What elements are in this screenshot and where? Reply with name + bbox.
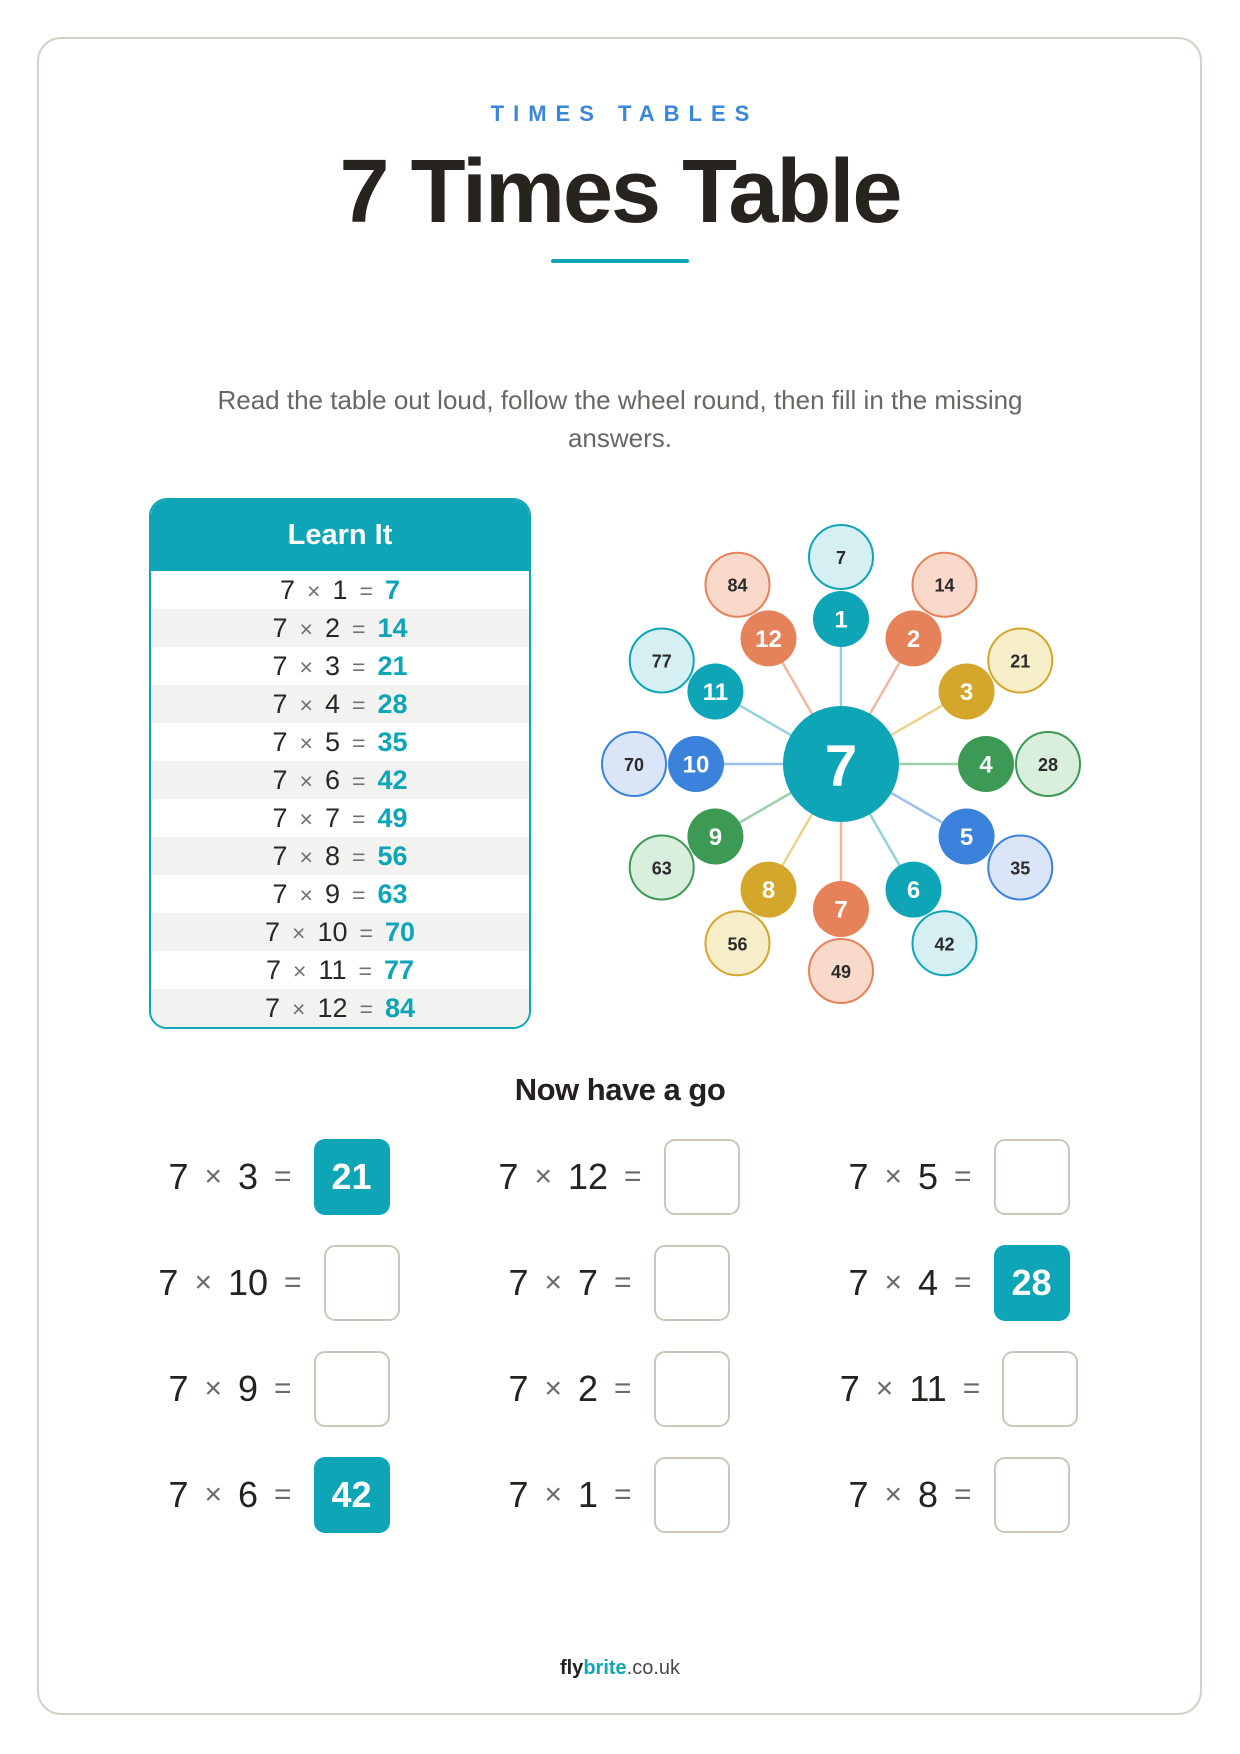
multiplier-label: 2 xyxy=(906,625,921,653)
multiplier: 3 xyxy=(324,651,340,681)
equals-sign: = xyxy=(962,1372,981,1405)
times-sign: × xyxy=(299,882,313,908)
multiplicand: 7 xyxy=(272,841,288,871)
multiplier: 2 xyxy=(324,613,340,643)
answer-box-empty[interactable] xyxy=(654,1245,730,1321)
practice-problem xyxy=(789,1336,1129,1442)
times-sign: × xyxy=(299,730,313,756)
times-sign: × xyxy=(299,616,313,642)
multiplicand: 7 xyxy=(266,955,282,985)
times-sign: × xyxy=(293,958,307,984)
equals-sign: = xyxy=(359,920,373,946)
multiplier: 3 xyxy=(238,1156,259,1197)
multiplier: 9 xyxy=(238,1368,259,1409)
product: 84 xyxy=(384,993,415,1023)
times-sign: × xyxy=(534,1160,552,1193)
answer-box-filled: 21 xyxy=(314,1139,390,1215)
equals-sign: = xyxy=(624,1160,642,1193)
multiplier: 10 xyxy=(227,1262,269,1303)
times-sign: × xyxy=(884,1160,902,1193)
times-sign: × xyxy=(884,1266,902,1299)
learn-row xyxy=(151,799,529,837)
multiplicand: 7 xyxy=(498,1156,519,1197)
multiplier: 1 xyxy=(578,1474,599,1515)
practice-problem xyxy=(449,1336,789,1442)
times-sign: × xyxy=(299,654,313,680)
multiplicand: 7 xyxy=(272,651,288,681)
product: 56 xyxy=(377,841,408,871)
answer-box-empty[interactable] xyxy=(654,1351,730,1427)
practice-heading: Now have a go xyxy=(514,1072,726,1107)
learn-it-table xyxy=(149,498,531,1029)
multiplier: 7 xyxy=(578,1262,599,1303)
multiplier-label: 11 xyxy=(702,679,729,706)
multiplier: 5 xyxy=(918,1156,939,1197)
answer-box-empty[interactable] xyxy=(994,1139,1070,1215)
brand-domain: .co.uk xyxy=(626,1657,681,1679)
multiplicand: 7 xyxy=(848,1262,869,1303)
multiplicand: 7 xyxy=(272,803,288,833)
practice-grid xyxy=(109,1124,1129,1548)
wheel-center xyxy=(783,706,899,822)
multiplicand: 7 xyxy=(168,1368,189,1409)
multiplier-label: 8 xyxy=(761,877,776,905)
title-underline xyxy=(551,259,689,263)
practice-problem xyxy=(449,1230,789,1336)
equals-sign: = xyxy=(352,806,366,832)
multiplier-label: 4 xyxy=(979,751,993,779)
multiplicand: 7 xyxy=(839,1368,860,1409)
multiplicand: 7 xyxy=(508,1262,529,1303)
learn-row xyxy=(151,647,529,685)
product-label: 84 xyxy=(727,575,748,596)
times-sign: × xyxy=(544,1478,562,1511)
multiplier: 11 xyxy=(318,955,347,985)
answer-box-filled: 28 xyxy=(994,1245,1070,1321)
times-wheel xyxy=(590,513,1092,1015)
multiplier-label: 3 xyxy=(959,679,974,706)
learn-row xyxy=(151,685,529,723)
product: 70 xyxy=(384,917,415,947)
multiplier: 4 xyxy=(324,689,340,719)
product: 7 xyxy=(384,575,400,605)
equals-sign: = xyxy=(614,1478,632,1511)
times-sign: × xyxy=(194,1266,212,1299)
times-sign: × xyxy=(204,1160,222,1193)
product-label: 56 xyxy=(727,934,748,955)
product-label: 42 xyxy=(934,934,955,955)
equals-sign: = xyxy=(954,1266,972,1299)
product-label: 77 xyxy=(651,651,672,672)
times-sign: × xyxy=(299,806,313,832)
equals-sign: = xyxy=(352,692,366,718)
eyebrow-label: TIMES TABLES xyxy=(490,101,759,126)
multiplier-label: 10 xyxy=(682,751,710,779)
practice-problem xyxy=(109,1442,449,1548)
answer-box-empty[interactable] xyxy=(314,1351,390,1427)
multiplier: 7 xyxy=(324,803,340,833)
learn-row xyxy=(151,875,529,913)
times-sign: × xyxy=(299,768,313,794)
learn-row xyxy=(151,571,529,609)
product-label: 49 xyxy=(830,962,852,982)
learn-rows xyxy=(151,571,529,1027)
times-sign: × xyxy=(875,1372,894,1405)
product: 42 xyxy=(377,765,408,795)
learn-row xyxy=(151,989,529,1027)
product-label: 7 xyxy=(835,548,847,568)
multiplicand: 7 xyxy=(272,765,288,795)
multiplier-label: 1 xyxy=(834,606,848,634)
equals-sign: = xyxy=(954,1478,972,1511)
product: 49 xyxy=(377,803,408,833)
multiplier-label: 6 xyxy=(906,877,921,905)
answer-box-empty[interactable] xyxy=(994,1457,1070,1533)
product: 77 xyxy=(383,955,414,985)
multiplier: 1 xyxy=(332,575,348,605)
practice-problem xyxy=(109,1124,449,1230)
multiplicand: 7 xyxy=(848,1474,869,1515)
product-label: 28 xyxy=(1037,755,1059,775)
multiplier: 8 xyxy=(918,1474,939,1515)
product: 21 xyxy=(377,651,408,681)
practice-problem xyxy=(789,1442,1129,1548)
practice-problem xyxy=(449,1124,789,1230)
product: 14 xyxy=(377,613,408,643)
multiplicand: 7 xyxy=(168,1474,189,1515)
multiplicand: 7 xyxy=(848,1156,869,1197)
answer-box-empty[interactable] xyxy=(654,1457,730,1533)
brand-second: brite xyxy=(583,1657,627,1679)
times-sign: × xyxy=(299,844,313,870)
multiplier-label: 9 xyxy=(708,824,723,851)
multiplicand: 7 xyxy=(272,613,288,643)
equals-sign: = xyxy=(274,1160,292,1193)
equals-sign: = xyxy=(274,1478,292,1511)
learn-row xyxy=(151,609,529,647)
multiplier-label: 12 xyxy=(755,625,782,653)
equals-sign: = xyxy=(614,1372,632,1405)
page-title: 7 Times Table xyxy=(339,142,901,242)
multiplicand: 7 xyxy=(265,917,281,947)
answer-box-empty[interactable] xyxy=(664,1139,740,1215)
multiplier: 6 xyxy=(324,765,340,795)
equals-sign: = xyxy=(352,730,366,756)
product-label: 21 xyxy=(1010,651,1031,672)
learn-row xyxy=(151,761,529,799)
equals-sign: = xyxy=(359,996,373,1022)
learn-it-heading: Learn It xyxy=(151,500,529,571)
multiplicand: 7 xyxy=(265,993,281,1023)
practice-problem xyxy=(109,1336,449,1442)
multiplier: 10 xyxy=(317,917,348,947)
product: 63 xyxy=(377,879,408,909)
product: 35 xyxy=(377,727,408,757)
times-sign: × xyxy=(884,1478,902,1511)
footer-brand xyxy=(0,1654,1240,1682)
product: 28 xyxy=(377,689,408,719)
multiplier-label: 7 xyxy=(834,896,848,924)
equals-sign: = xyxy=(352,768,366,794)
multiplier: 2 xyxy=(578,1368,599,1409)
multiplicand: 7 xyxy=(272,727,288,757)
multiplicand: 7 xyxy=(280,575,296,605)
multiplicand: 7 xyxy=(508,1368,529,1409)
equals-sign: = xyxy=(352,616,366,642)
multiplier: 5 xyxy=(324,727,340,757)
multiplicand: 7 xyxy=(272,879,288,909)
product-label: 63 xyxy=(651,858,672,879)
equals-sign: = xyxy=(954,1160,972,1193)
multiplicand: 7 xyxy=(168,1156,189,1197)
equals-sign: = xyxy=(358,958,372,984)
equals-sign: = xyxy=(614,1266,632,1299)
learn-row xyxy=(151,951,529,989)
multiplicand: 7 xyxy=(272,689,288,719)
product-label: 14 xyxy=(934,575,955,596)
times-sign: × xyxy=(292,996,306,1022)
equals-sign: = xyxy=(284,1266,302,1299)
learn-row xyxy=(151,913,529,951)
equals-sign: = xyxy=(352,654,366,680)
times-sign: × xyxy=(204,1372,222,1405)
brand-first: fly xyxy=(559,1657,584,1679)
answer-box-empty[interactable] xyxy=(1002,1351,1078,1427)
product-label: 70 xyxy=(623,755,645,775)
learn-row xyxy=(151,837,529,875)
times-sign: × xyxy=(544,1372,562,1405)
equals-sign: = xyxy=(352,882,366,908)
times-sign: × xyxy=(299,692,313,718)
practice-problem xyxy=(109,1230,449,1336)
center-number: 7 xyxy=(824,733,858,799)
product-label: 35 xyxy=(1010,858,1031,879)
practice-problem xyxy=(449,1442,789,1548)
multiplicand: 7 xyxy=(158,1262,179,1303)
multiplier-label: 5 xyxy=(959,824,974,851)
times-sign: × xyxy=(307,578,321,604)
multiplier: 11 xyxy=(909,1368,947,1409)
multiplier: 4 xyxy=(918,1262,939,1303)
instructions-text: Read the table out loud, follow the wheel round, then fill in the missing answers. xyxy=(217,385,1023,453)
multiplicand: 7 xyxy=(508,1474,529,1515)
multiplier: 12 xyxy=(317,993,348,1023)
answer-box-empty[interactable] xyxy=(324,1245,400,1321)
multiplier: 9 xyxy=(324,879,340,909)
times-sign: × xyxy=(204,1478,222,1511)
multiplier: 6 xyxy=(238,1474,259,1515)
practice-problem xyxy=(789,1230,1129,1336)
times-sign: × xyxy=(292,920,306,946)
multiplier: 8 xyxy=(324,841,340,871)
times-sign: × xyxy=(544,1266,562,1299)
learn-row xyxy=(151,723,529,761)
equals-sign: = xyxy=(274,1372,292,1405)
multiplier: 12 xyxy=(567,1156,609,1197)
practice-problem xyxy=(789,1124,1129,1230)
answer-box-filled: 42 xyxy=(314,1457,390,1533)
equals-sign: = xyxy=(352,844,366,870)
equals-sign: = xyxy=(359,578,373,604)
